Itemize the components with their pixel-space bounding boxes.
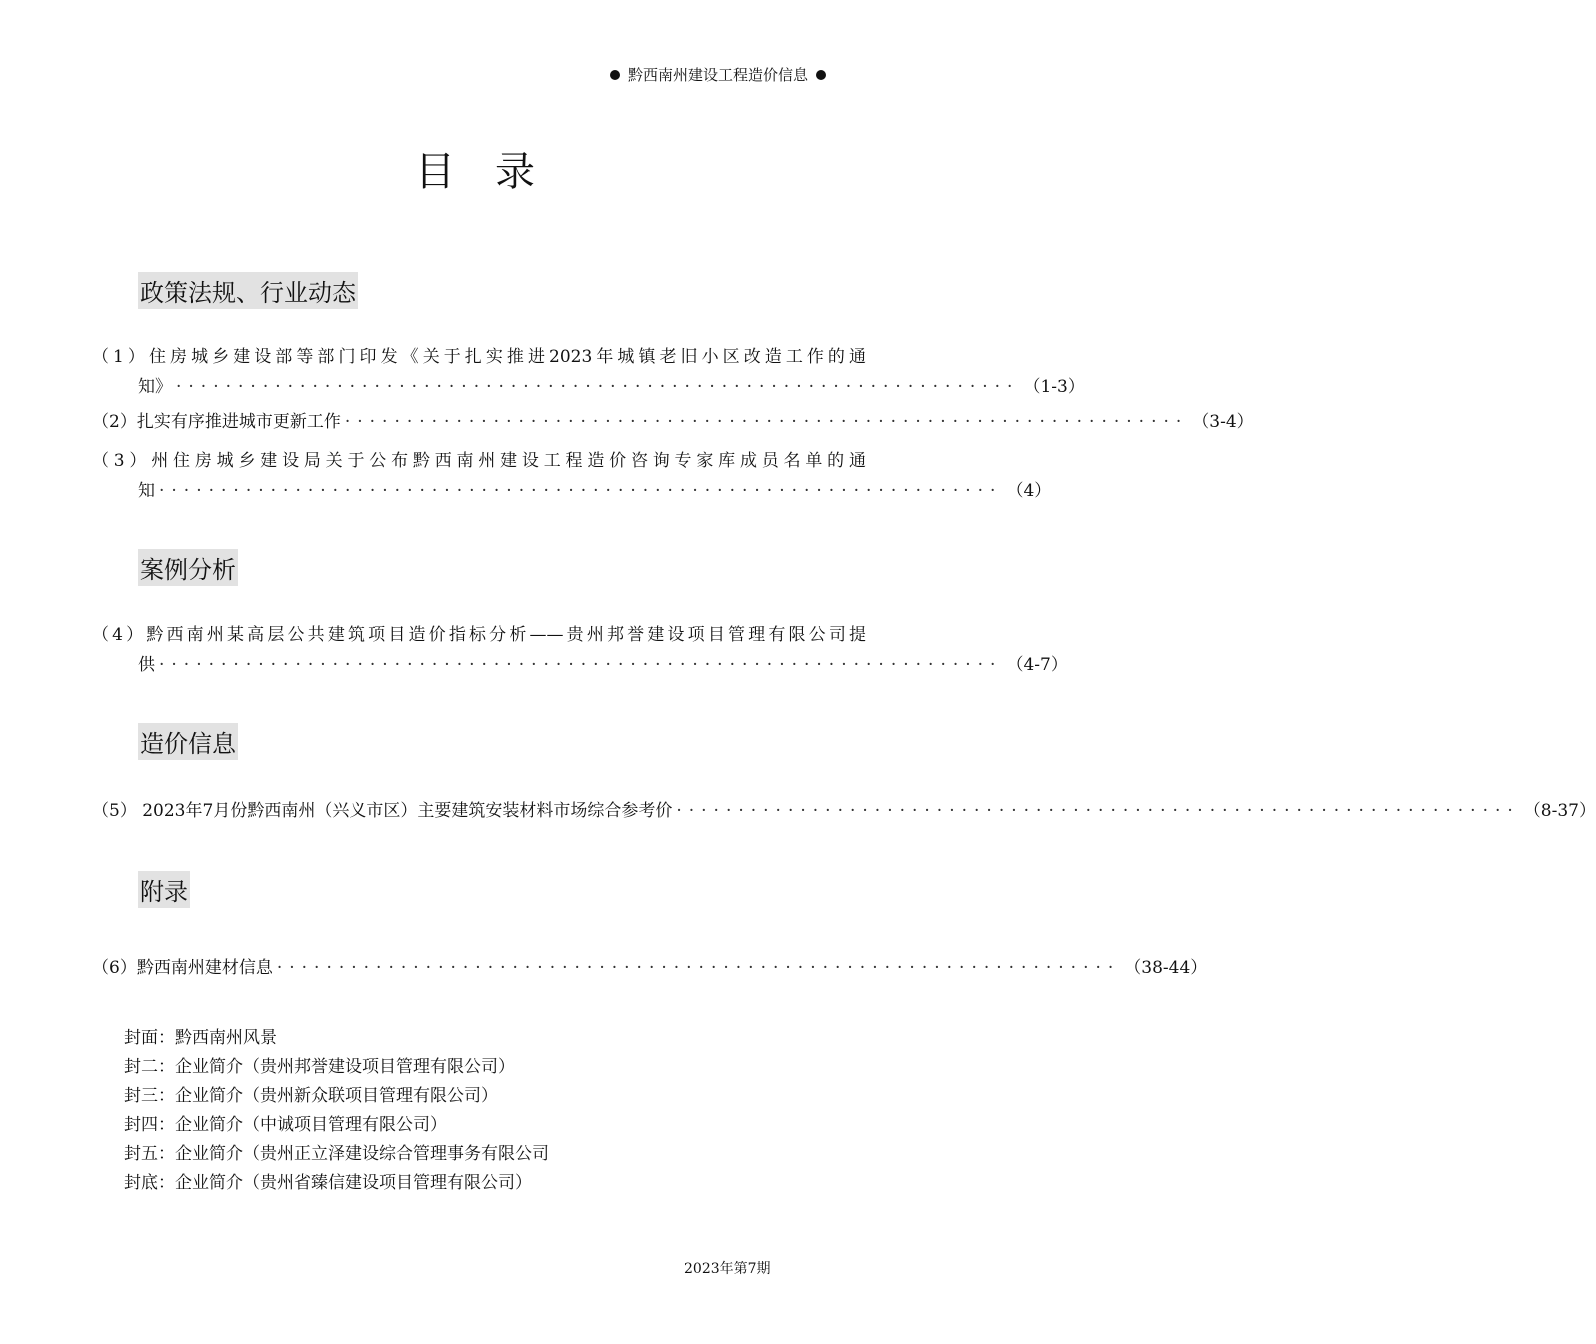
toc-entry-6[interactable]: （6）黔西南州建材信息 ···································································· （38-44） [92,953,866,983]
cover-item: 封四：企业简介（中诚项目管理有限公司） [124,1115,447,1135]
section-heading: 政策法规、行业动态 [138,272,358,309]
bullet-dot-icon [816,70,826,80]
cover-item: 封三：企业简介（贵州新众联项目管理有限公司） [124,1086,498,1106]
page-ref: （8-37） [1523,801,1596,821]
leader-dots: ···································································· [159,655,1003,675]
section-heading: 附录 [138,871,190,908]
leader-dots: ···································································· [676,801,1520,821]
cover-item: 封面：黔西南州风景 [124,1028,277,1048]
cover-item: 封二：企业简介（贵州邦誉建设项目管理有限公司） [124,1057,515,1077]
toc-entry-1[interactable]: （1）住房城乡建设部等部门印发《关于扎实推进2023年城镇老旧小区改造工作的通 知》 ···································································· （1-3） [92,342,866,402]
running-header [610,64,826,85]
page-ref: （4） [1006,481,1052,501]
toc-entry-5[interactable]: （5） 2023年7月份黔西南州（兴义市区）主要建筑安装材料市场综合参考价 ···································································· （8-37） [92,796,866,826]
cover-item: 封底：企业简介（贵州省臻信建设项目管理有限公司） [124,1173,532,1193]
toc-entry-4[interactable]: （4）黔西南州某高层公共建筑项目造价指标分析——贵州邦誉建设项目管理有限公司提 供 ···································································· （4-7） [92,620,866,680]
page-ref: （38-44） [1124,958,1208,978]
page-ref: （4-7） [1006,655,1068,675]
leader-dots: ···································································· [276,958,1121,978]
page-ref: （1-3） [1023,377,1085,397]
section-heading: 造价信息 [138,723,238,760]
cover-list [124,1024,549,1198]
toc-entry-2[interactable]: （2）扎实有序推进城市更新工作 ···································································· （3-4） [92,407,866,437]
issue-footer: 2023年第7期 [684,1261,771,1277]
leader-dots: ···································································· [344,412,1189,432]
toc-entry-3[interactable]: （3）州住房城乡建设局关于公布黔西南州建设工程造价咨询专家库成员名单的通 知 ···································································· （4） [92,446,866,506]
bullet-dot-icon [610,70,620,80]
page-ref: （3-4） [1192,412,1254,432]
section-heading: 案例分析 [138,549,238,586]
cover-item: 封五：企业简介（贵州正立泽建设综合管理事务有限公司 [124,1144,549,1164]
leader-dots: ···································································· [176,377,1020,397]
leader-dots: ···································································· [159,481,1003,501]
publication-name: 黔西南州建设工程造价信息 [627,66,808,84]
page-title: 目录 [415,149,575,195]
